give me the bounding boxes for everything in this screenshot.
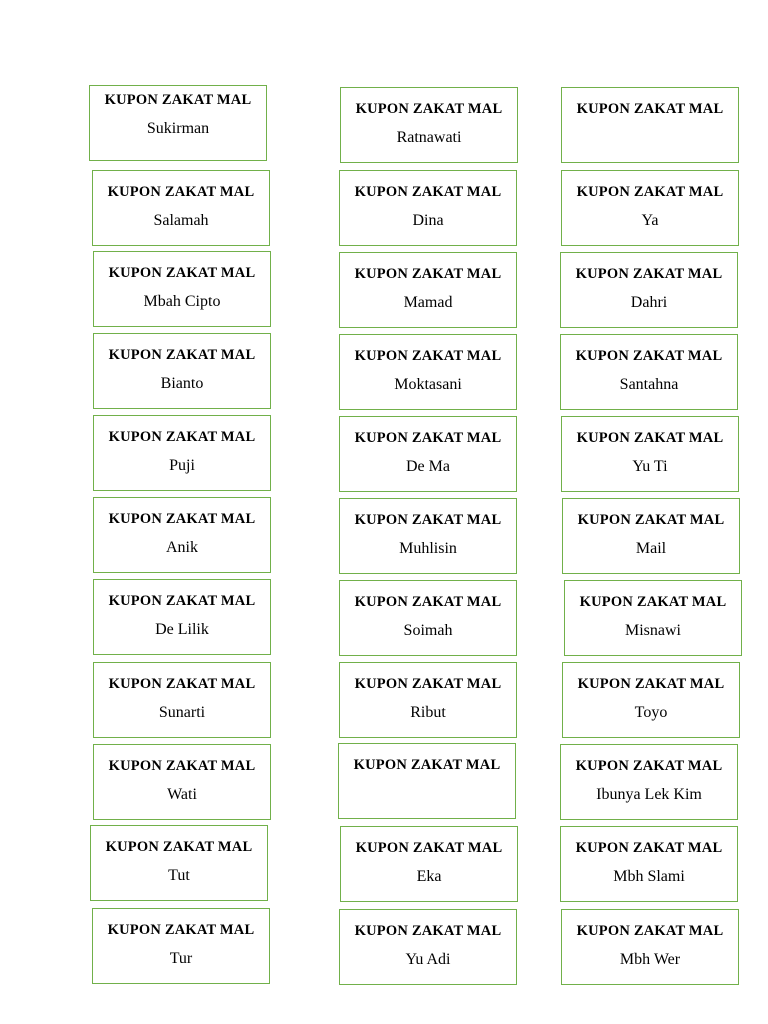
coupon-title: KUPON ZAKAT MAL — [107, 922, 255, 938]
coupon-card — [560, 744, 738, 820]
coupon-name: Toyo — [634, 704, 668, 721]
coupon-name: Mbah Cipto — [143, 293, 221, 310]
coupon-title: KUPON ZAKAT MAL — [354, 676, 502, 692]
coupon-card — [92, 908, 270, 984]
coupon-title: KUPON ZAKAT MAL — [576, 430, 724, 446]
coupon-card — [339, 580, 517, 656]
coupon-title: KUPON ZAKAT MAL — [353, 757, 501, 773]
coupon-name: Soimah — [403, 622, 453, 639]
coupon-title: KUPON ZAKAT MAL — [355, 101, 503, 117]
coupon-name: Salamah — [153, 212, 209, 229]
coupon-title: KUPON ZAKAT MAL — [575, 840, 723, 856]
coupon-card — [92, 170, 270, 246]
coupon-title: KUPON ZAKAT MAL — [354, 184, 502, 200]
coupon-name: Sukirman — [146, 120, 210, 137]
coupon-card — [560, 252, 738, 328]
coupon-title: KUPON ZAKAT MAL — [108, 758, 256, 774]
coupon-title: KUPON ZAKAT MAL — [108, 511, 256, 527]
coupon-card — [560, 334, 738, 410]
coupon-title: KUPON ZAKAT MAL — [107, 184, 255, 200]
coupon-title: KUPON ZAKAT MAL — [579, 594, 727, 610]
coupon-title: KUPON ZAKAT MAL — [104, 92, 252, 108]
coupon-card — [339, 416, 517, 492]
coupon-title: KUPON ZAKAT MAL — [108, 347, 256, 363]
coupon-card — [560, 826, 738, 902]
coupon-name: Ribut — [410, 704, 446, 721]
coupon-name: Mamad — [403, 294, 453, 311]
coupon-title: KUPON ZAKAT MAL — [108, 593, 256, 609]
coupon-card — [338, 743, 516, 819]
coupon-title: KUPON ZAKAT MAL — [575, 266, 723, 282]
coupon-name: Yu Adi — [405, 951, 451, 968]
coupon-name: Muhlisin — [399, 540, 457, 557]
coupon-title: KUPON ZAKAT MAL — [355, 840, 503, 856]
coupon-title: KUPON ZAKAT MAL — [105, 839, 253, 855]
coupon-card — [340, 826, 518, 902]
coupon-card — [562, 498, 740, 574]
coupon-card — [339, 662, 517, 738]
coupon-card — [339, 252, 517, 328]
coupon-card — [93, 415, 271, 491]
coupon-name: Sunarti — [158, 704, 206, 721]
coupon-name: Tut — [168, 867, 190, 884]
coupon-name: Dina — [412, 212, 444, 229]
coupon-name: Ratnawati — [396, 129, 462, 146]
coupon-card — [93, 251, 271, 327]
coupon-name: De Ma — [406, 458, 450, 475]
coupon-card — [561, 909, 739, 985]
coupon-title: KUPON ZAKAT MAL — [354, 923, 502, 939]
coupon-title: KUPON ZAKAT MAL — [576, 923, 724, 939]
coupon-card — [339, 334, 517, 410]
coupon-name: Ibunya Lek Kim — [596, 786, 702, 803]
coupon-card — [93, 497, 271, 573]
coupon-card — [562, 662, 740, 738]
coupon-card — [561, 170, 739, 246]
coupon-name: Tur — [169, 950, 193, 967]
coupon-title: KUPON ZAKAT MAL — [575, 348, 723, 364]
coupon-title: KUPON ZAKAT MAL — [576, 101, 724, 117]
coupon-name: Ya — [641, 212, 659, 229]
coupon-name: Wati — [167, 786, 197, 803]
coupon-title: KUPON ZAKAT MAL — [577, 676, 725, 692]
coupon-card — [93, 662, 271, 738]
coupon-card — [561, 87, 739, 163]
coupon-name: Yu Ti — [632, 458, 668, 475]
coupon-name: Puji — [169, 457, 195, 474]
coupon-title: KUPON ZAKAT MAL — [108, 676, 256, 692]
coupon-name: Misnawi — [625, 622, 681, 639]
coupon-card — [89, 85, 267, 161]
coupon-card — [340, 87, 518, 163]
coupon-card — [339, 909, 517, 985]
coupon-title: KUPON ZAKAT MAL — [575, 758, 723, 774]
coupon-title: KUPON ZAKAT MAL — [108, 265, 256, 281]
coupon-name: Mbh Slami — [613, 868, 685, 885]
coupon-card — [339, 170, 517, 246]
coupon-card — [561, 416, 739, 492]
coupon-card — [93, 333, 271, 409]
coupon-title: KUPON ZAKAT MAL — [354, 348, 502, 364]
coupon-title: KUPON ZAKAT MAL — [108, 429, 256, 445]
coupon-card — [564, 580, 742, 656]
coupon-title: KUPON ZAKAT MAL — [354, 266, 502, 282]
coupon-name: Anik — [166, 539, 198, 556]
coupon-title: KUPON ZAKAT MAL — [354, 594, 502, 610]
coupon-title: KUPON ZAKAT MAL — [354, 512, 502, 528]
coupon-name: De Lilik — [155, 621, 209, 638]
coupon-card — [93, 744, 271, 820]
coupon-name: Mbh Wer — [619, 951, 681, 968]
coupon-name: Santahna — [619, 376, 679, 393]
coupon-card — [339, 498, 517, 574]
coupon-title: KUPON ZAKAT MAL — [354, 430, 502, 446]
coupon-name: Dahri — [630, 294, 668, 311]
coupon-title: KUPON ZAKAT MAL — [576, 184, 724, 200]
coupon-name: Mail — [635, 540, 667, 557]
coupon-card — [90, 825, 268, 901]
coupon-card — [93, 579, 271, 655]
coupon-title: KUPON ZAKAT MAL — [577, 512, 725, 528]
coupon-name: Eka — [416, 868, 442, 885]
coupon-name: Bianto — [160, 375, 204, 392]
coupon-name: Moktasani — [394, 376, 462, 393]
